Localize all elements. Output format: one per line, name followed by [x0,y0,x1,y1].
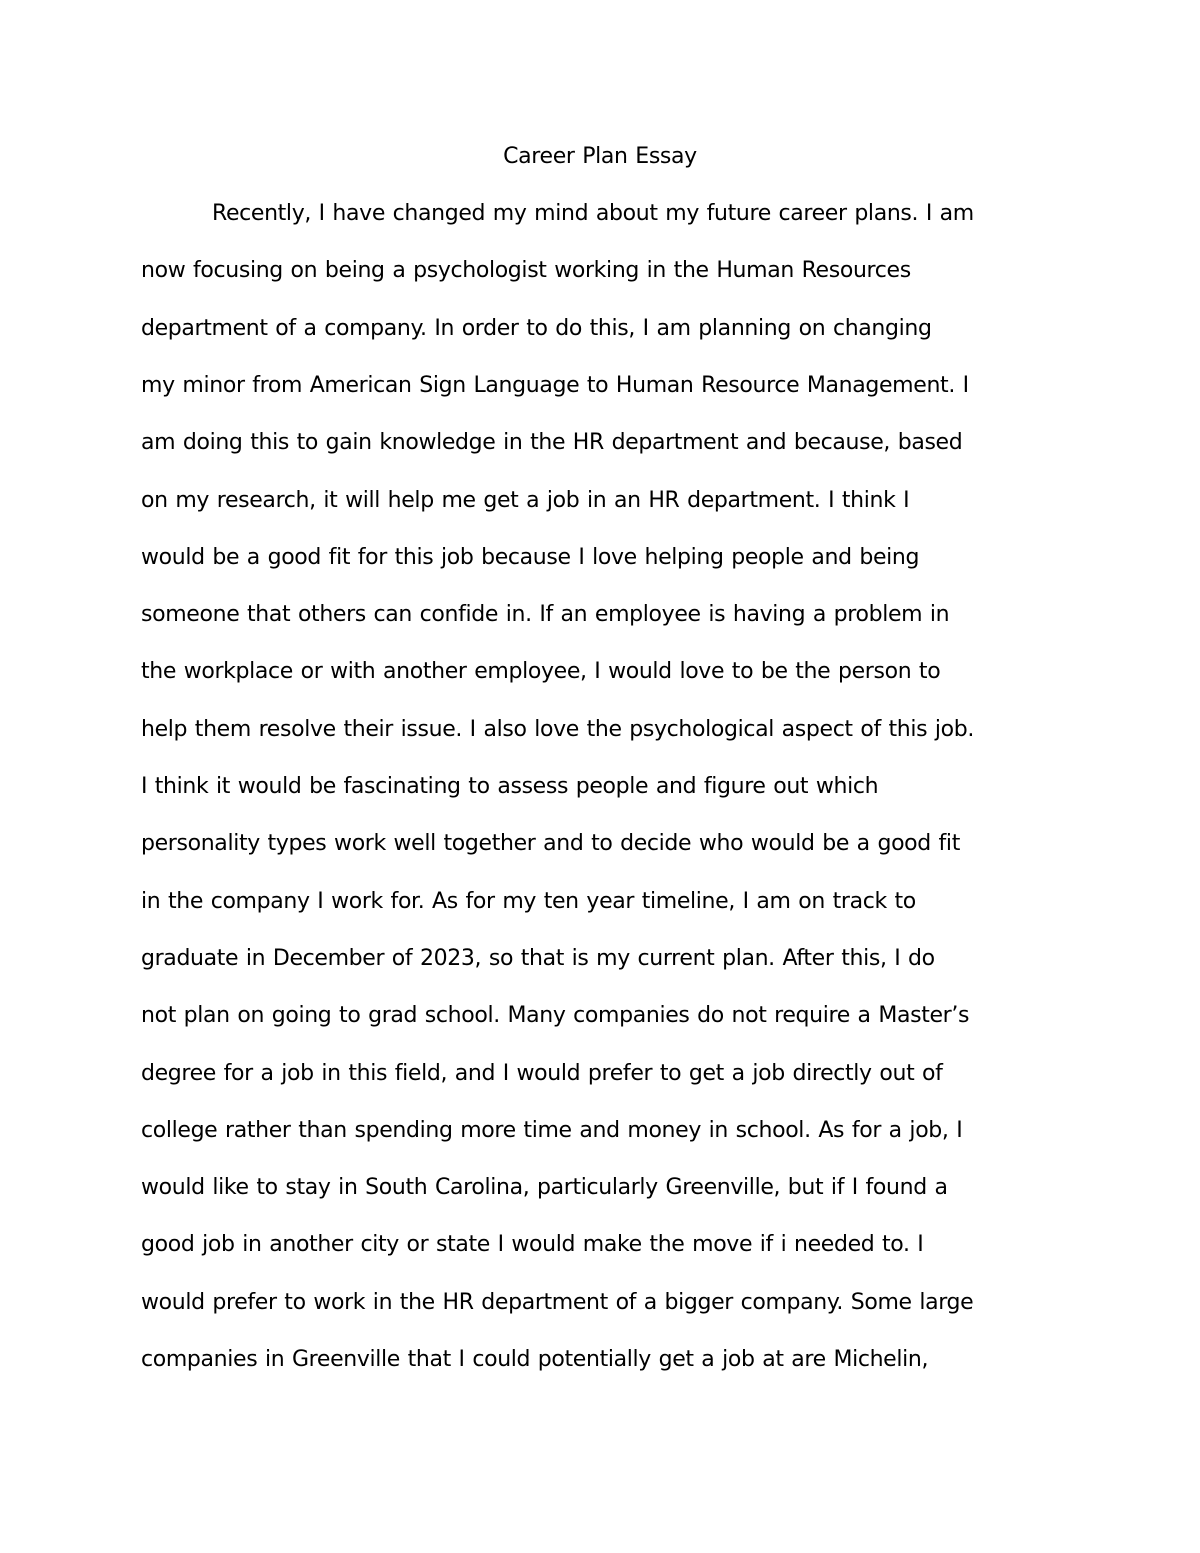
essay-line: would prefer to work in the HR department of a bigger company. Some large [141,1289,974,1315]
essay-line: help them resolve their issue. I also love the psychological aspect of this job. [141,716,975,742]
essay-line: Recently, I have changed my mind about my future career plans. I am [212,201,974,226]
essay-line: would like to stay in South Carolina, particularly Greenville, but if I found a [141,1175,948,1201]
essay-line: the workplace or with another employee, I would love to be the person to [141,659,941,685]
essay-line: in the company I work for. As for my ten year timeline, I am on track to [141,888,916,914]
essay-line: personality types work well together and to decide who would be a good fit [141,831,960,857]
essay-line: am doing this to gain knowledge in the HR department and because, based [141,430,963,456]
essay-line: I think it would be fascinating to assess people and figure out which [141,774,879,799]
essay-line: my minor from American Sign Language to Human Resource Management. I [141,372,969,398]
essay-line: degree for a job in this field, and I would prefer to get a job directly out of [141,1060,943,1086]
essay-line: on my research, it will help me get a job in an HR department. I think I [141,487,910,513]
essay-line: not plan on going to grad school. Many companies do not require a Master’s [141,1003,970,1029]
essay-line: department of a company. In order to do this, I am planning on changing [141,315,932,341]
essay-line: college rather than spending more time and money in school. As for a job, I [141,1117,963,1143]
essay-line: someone that others can confide in. If an employee is having a problem in [141,602,950,628]
essay-line: now focusing on being a psychologist working in the Human Resources [141,258,911,284]
document-title: Career Plan Essay [503,144,697,169]
essay-line: good job in another city or state I would make the move if i needed to. I [141,1232,924,1258]
essay-line: would be a good fit for this job because I love helping people and being [141,544,920,570]
essay-line: graduate in December of 2023, so that is my current plan. After this, I do [141,945,935,971]
essay-line: companies in Greenville that I could potentially get a job at are Michelin, [141,1347,929,1372]
